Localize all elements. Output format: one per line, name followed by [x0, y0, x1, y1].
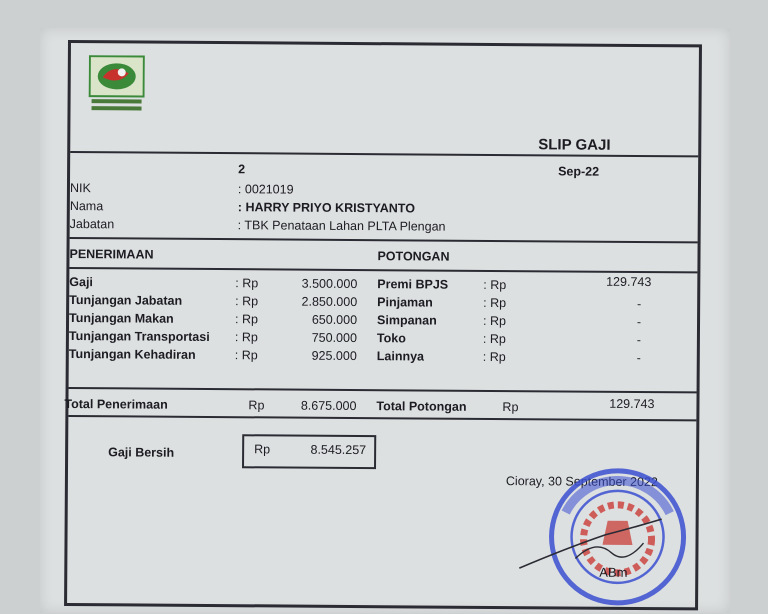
potongan-currency: : Rp	[483, 313, 507, 329]
salary-slip	[64, 40, 702, 610]
penerimaan-label: Tunjangan Transportasi	[68, 329, 210, 344]
total-penerimaan-value: 8.675.000	[300, 398, 357, 414]
divider	[68, 415, 696, 421]
potongan-value: -	[636, 314, 642, 330]
potongan-currency: : Rp	[483, 295, 507, 311]
penerimaan-value: 2.850.000	[301, 294, 358, 310]
penerimaan-label: Tunjangan Makan	[69, 311, 174, 326]
divider	[69, 387, 697, 393]
potongan-label: Toko	[376, 331, 406, 346]
potongan-label: Pinjaman	[377, 295, 433, 310]
penerimaan-label: Tunjangan Kehadiran	[68, 347, 196, 362]
jabatan-label: Jabatan	[69, 217, 115, 232]
signature-initials: ABm	[599, 564, 628, 580]
potongan-currency: : Rp	[482, 331, 506, 347]
place-date: Cioray, 30 September 2022	[505, 474, 658, 490]
jabatan-value: : TBK Penataan Lahan PLTA Plengan	[237, 218, 446, 234]
cooperative-logo-icon	[88, 55, 144, 113]
penerimaan-value: 750.000	[311, 330, 357, 346]
potongan-label: Simpanan	[377, 313, 437, 328]
penerimaan-value: 650.000	[311, 312, 358, 328]
penerimaan-value: 925.000	[311, 348, 357, 364]
penerimaan-value: 3.500.000	[301, 276, 358, 292]
gaji-bersih-value: 8.545.257	[310, 442, 367, 458]
nik-label: NIK	[69, 181, 91, 196]
slip-number: 2	[238, 162, 246, 177]
nik-value: : 0021019	[237, 182, 294, 197]
signature-icon	[515, 508, 665, 579]
total-potongan-value: 129.743	[609, 396, 655, 412]
potongan-value: 129.743	[606, 274, 652, 290]
nama-label: Nama	[69, 199, 104, 214]
total-penerimaan-currency: Rp	[248, 398, 265, 413]
potongan-value: -	[636, 296, 642, 312]
potongan-label: Premi BPJS	[377, 277, 449, 292]
divider	[70, 237, 698, 243]
total-penerimaan-label: Total Penerimaan	[64, 396, 168, 412]
potongan-value: -	[636, 350, 641, 366]
gaji-bersih-currency: Rp	[254, 442, 271, 457]
penerimaan-label: Tunjangan Jabatan	[69, 293, 183, 308]
penerimaan-label: Gaji	[69, 275, 93, 290]
total-potongan-label: Total Potongan	[376, 399, 467, 414]
penerimaan-currency: : Rp	[235, 312, 259, 327]
slip-period: Sep-22	[558, 164, 600, 179]
slip-title: SLIP GAJI	[538, 136, 611, 154]
gaji-bersih-label: Gaji Bersih	[108, 445, 175, 460]
potongan-heading: POTONGAN	[377, 249, 450, 264]
penerimaan-currency: : Rp	[235, 294, 259, 309]
potongan-value: -	[636, 332, 641, 348]
divider	[69, 267, 697, 273]
penerimaan-currency: : Rp	[234, 330, 258, 345]
penerimaan-currency: : Rp	[234, 348, 258, 363]
potongan-currency: : Rp	[483, 277, 507, 293]
gaji-bersih-box	[242, 434, 376, 469]
total-potongan-currency: Rp	[502, 400, 519, 415]
penerimaan-currency: : Rp	[235, 276, 259, 291]
penerimaan-heading: PENERIMAAN	[69, 247, 154, 262]
potongan-currency: : Rp	[482, 349, 506, 365]
potongan-label: Lainnya	[376, 349, 425, 364]
nama-value: : HARRY PRIYO KRISTYANTO	[237, 200, 416, 216]
